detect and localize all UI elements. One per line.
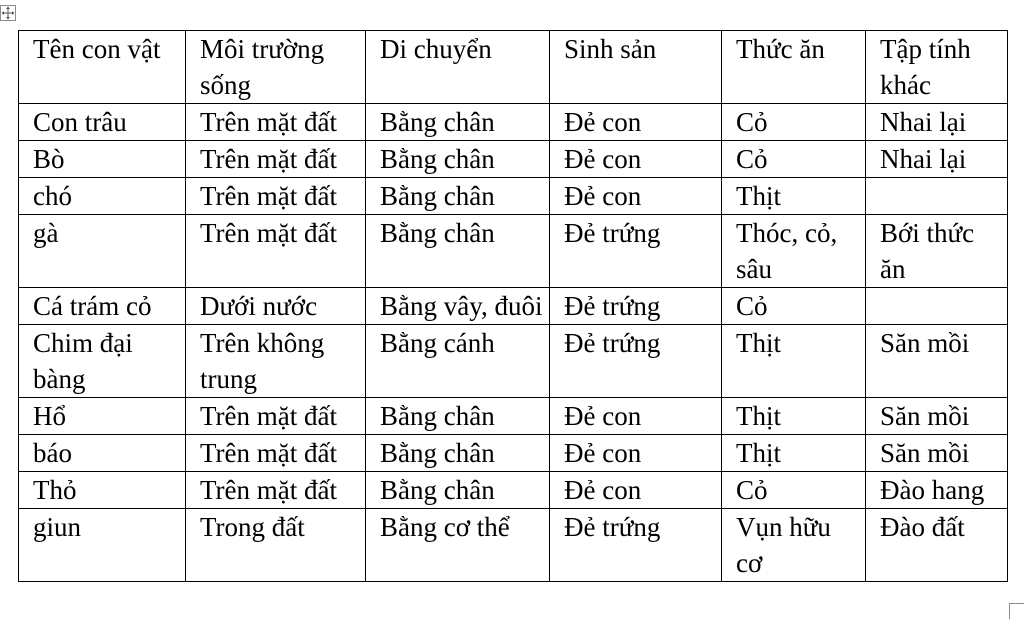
cell-other-behavior: Nhai lại bbox=[866, 104, 1008, 141]
table-row bbox=[19, 178, 1008, 215]
cell-other-behavior bbox=[866, 178, 1008, 215]
table-row bbox=[19, 141, 1008, 178]
cell-food: Cỏ bbox=[722, 141, 866, 178]
cell-animal-name: Thỏ bbox=[19, 472, 186, 509]
cell-movement: Bằng chân bbox=[366, 398, 550, 435]
cell-movement: Bằng chân bbox=[366, 104, 550, 141]
cell-movement: Bằng chân bbox=[366, 141, 550, 178]
cell-movement: Bằng chân bbox=[366, 435, 550, 472]
cell-habitat: Trong đất bbox=[186, 509, 366, 582]
header-cell-animal-name: Tên con vật bbox=[19, 31, 186, 104]
table-row bbox=[19, 435, 1008, 472]
table-row bbox=[19, 215, 1008, 288]
cell-reproduction: Đẻ con bbox=[550, 435, 722, 472]
cell-other-behavior: Bới thức ăn bbox=[866, 215, 1008, 288]
cell-movement: Bằng cơ thể bbox=[366, 509, 550, 582]
table-row bbox=[19, 472, 1008, 509]
cell-food: Vụn hữu cơ bbox=[722, 509, 866, 582]
cell-food: Thóc, cỏ, sâu bbox=[722, 215, 866, 288]
cell-food: Cỏ bbox=[722, 288, 866, 325]
cell-reproduction: Đẻ con bbox=[550, 398, 722, 435]
cell-movement: Bằng cánh bbox=[366, 325, 550, 398]
cell-habitat: Trên mặt đất bbox=[186, 472, 366, 509]
cell-other-behavior: Săn mồi bbox=[866, 398, 1008, 435]
cell-animal-name: giun bbox=[19, 509, 186, 582]
cell-reproduction: Đẻ con bbox=[550, 178, 722, 215]
cell-other-behavior: Nhai lại bbox=[866, 141, 1008, 178]
cell-animal-name: Hổ bbox=[19, 398, 186, 435]
cell-movement: Bằng chân bbox=[366, 472, 550, 509]
cell-reproduction: Đẻ trứng bbox=[550, 215, 722, 288]
cell-reproduction: Đẻ con bbox=[550, 141, 722, 178]
cell-food: Thịt bbox=[722, 325, 866, 398]
cell-other-behavior bbox=[866, 288, 1008, 325]
cell-animal-name: Cá trám cỏ bbox=[19, 288, 186, 325]
cell-other-behavior: Đào hang bbox=[866, 472, 1008, 509]
cell-reproduction: Đẻ trứng bbox=[550, 509, 722, 582]
table-row bbox=[19, 509, 1008, 582]
cell-animal-name: Chim đại bàng bbox=[19, 325, 186, 398]
table-header-row bbox=[19, 31, 1008, 104]
table-row bbox=[19, 104, 1008, 141]
table-move-handle-icon[interactable] bbox=[0, 5, 16, 21]
table-row bbox=[19, 325, 1008, 398]
cell-habitat: Trên mặt đất bbox=[186, 178, 366, 215]
cell-animal-name: Con trâu bbox=[19, 104, 186, 141]
header-cell-movement: Di chuyển bbox=[366, 31, 550, 104]
cell-movement: Bằng chân bbox=[366, 215, 550, 288]
cell-habitat: Trên mặt đất bbox=[186, 435, 366, 472]
cell-food: Cỏ bbox=[722, 472, 866, 509]
cell-movement: Bằng vây, đuôi bbox=[366, 288, 550, 325]
cell-reproduction: Đẻ trứng bbox=[550, 288, 722, 325]
cell-habitat: Trên không trung bbox=[186, 325, 366, 398]
cell-animal-name: gà bbox=[19, 215, 186, 288]
cell-food: Thịt bbox=[722, 398, 866, 435]
header-cell-reproduction: Sinh sản bbox=[550, 31, 722, 104]
header-cell-other-behavior: Tập tính khác bbox=[866, 31, 1008, 104]
table-resize-handle-icon[interactable] bbox=[1009, 603, 1024, 619]
cell-food: Thịt bbox=[722, 435, 866, 472]
cell-habitat: Trên mặt đất bbox=[186, 104, 366, 141]
header-cell-food: Thức ăn bbox=[722, 31, 866, 104]
cell-food: Cỏ bbox=[722, 104, 866, 141]
cell-other-behavior: Đào đất bbox=[866, 509, 1008, 582]
cell-habitat: Trên mặt đất bbox=[186, 141, 366, 178]
cell-animal-name: báo bbox=[19, 435, 186, 472]
cell-other-behavior: Săn mồi bbox=[866, 325, 1008, 398]
cell-habitat: Trên mặt đất bbox=[186, 398, 366, 435]
animal-table bbox=[18, 30, 1008, 582]
table-row bbox=[19, 288, 1008, 325]
cell-food: Thịt bbox=[722, 178, 866, 215]
cell-animal-name: Bò bbox=[19, 141, 186, 178]
table-row bbox=[19, 398, 1008, 435]
cell-reproduction: Đẻ trứng bbox=[550, 325, 722, 398]
cell-habitat: Dưới nước bbox=[186, 288, 366, 325]
cell-animal-name: chó bbox=[19, 178, 186, 215]
cell-reproduction: Đẻ con bbox=[550, 472, 722, 509]
header-cell-habitat: Môi trường sống bbox=[186, 31, 366, 104]
cell-reproduction: Đẻ con bbox=[550, 104, 722, 141]
cell-other-behavior: Săn mồi bbox=[866, 435, 1008, 472]
cell-movement: Bằng chân bbox=[366, 178, 550, 215]
cell-habitat: Trên mặt đất bbox=[186, 215, 366, 288]
